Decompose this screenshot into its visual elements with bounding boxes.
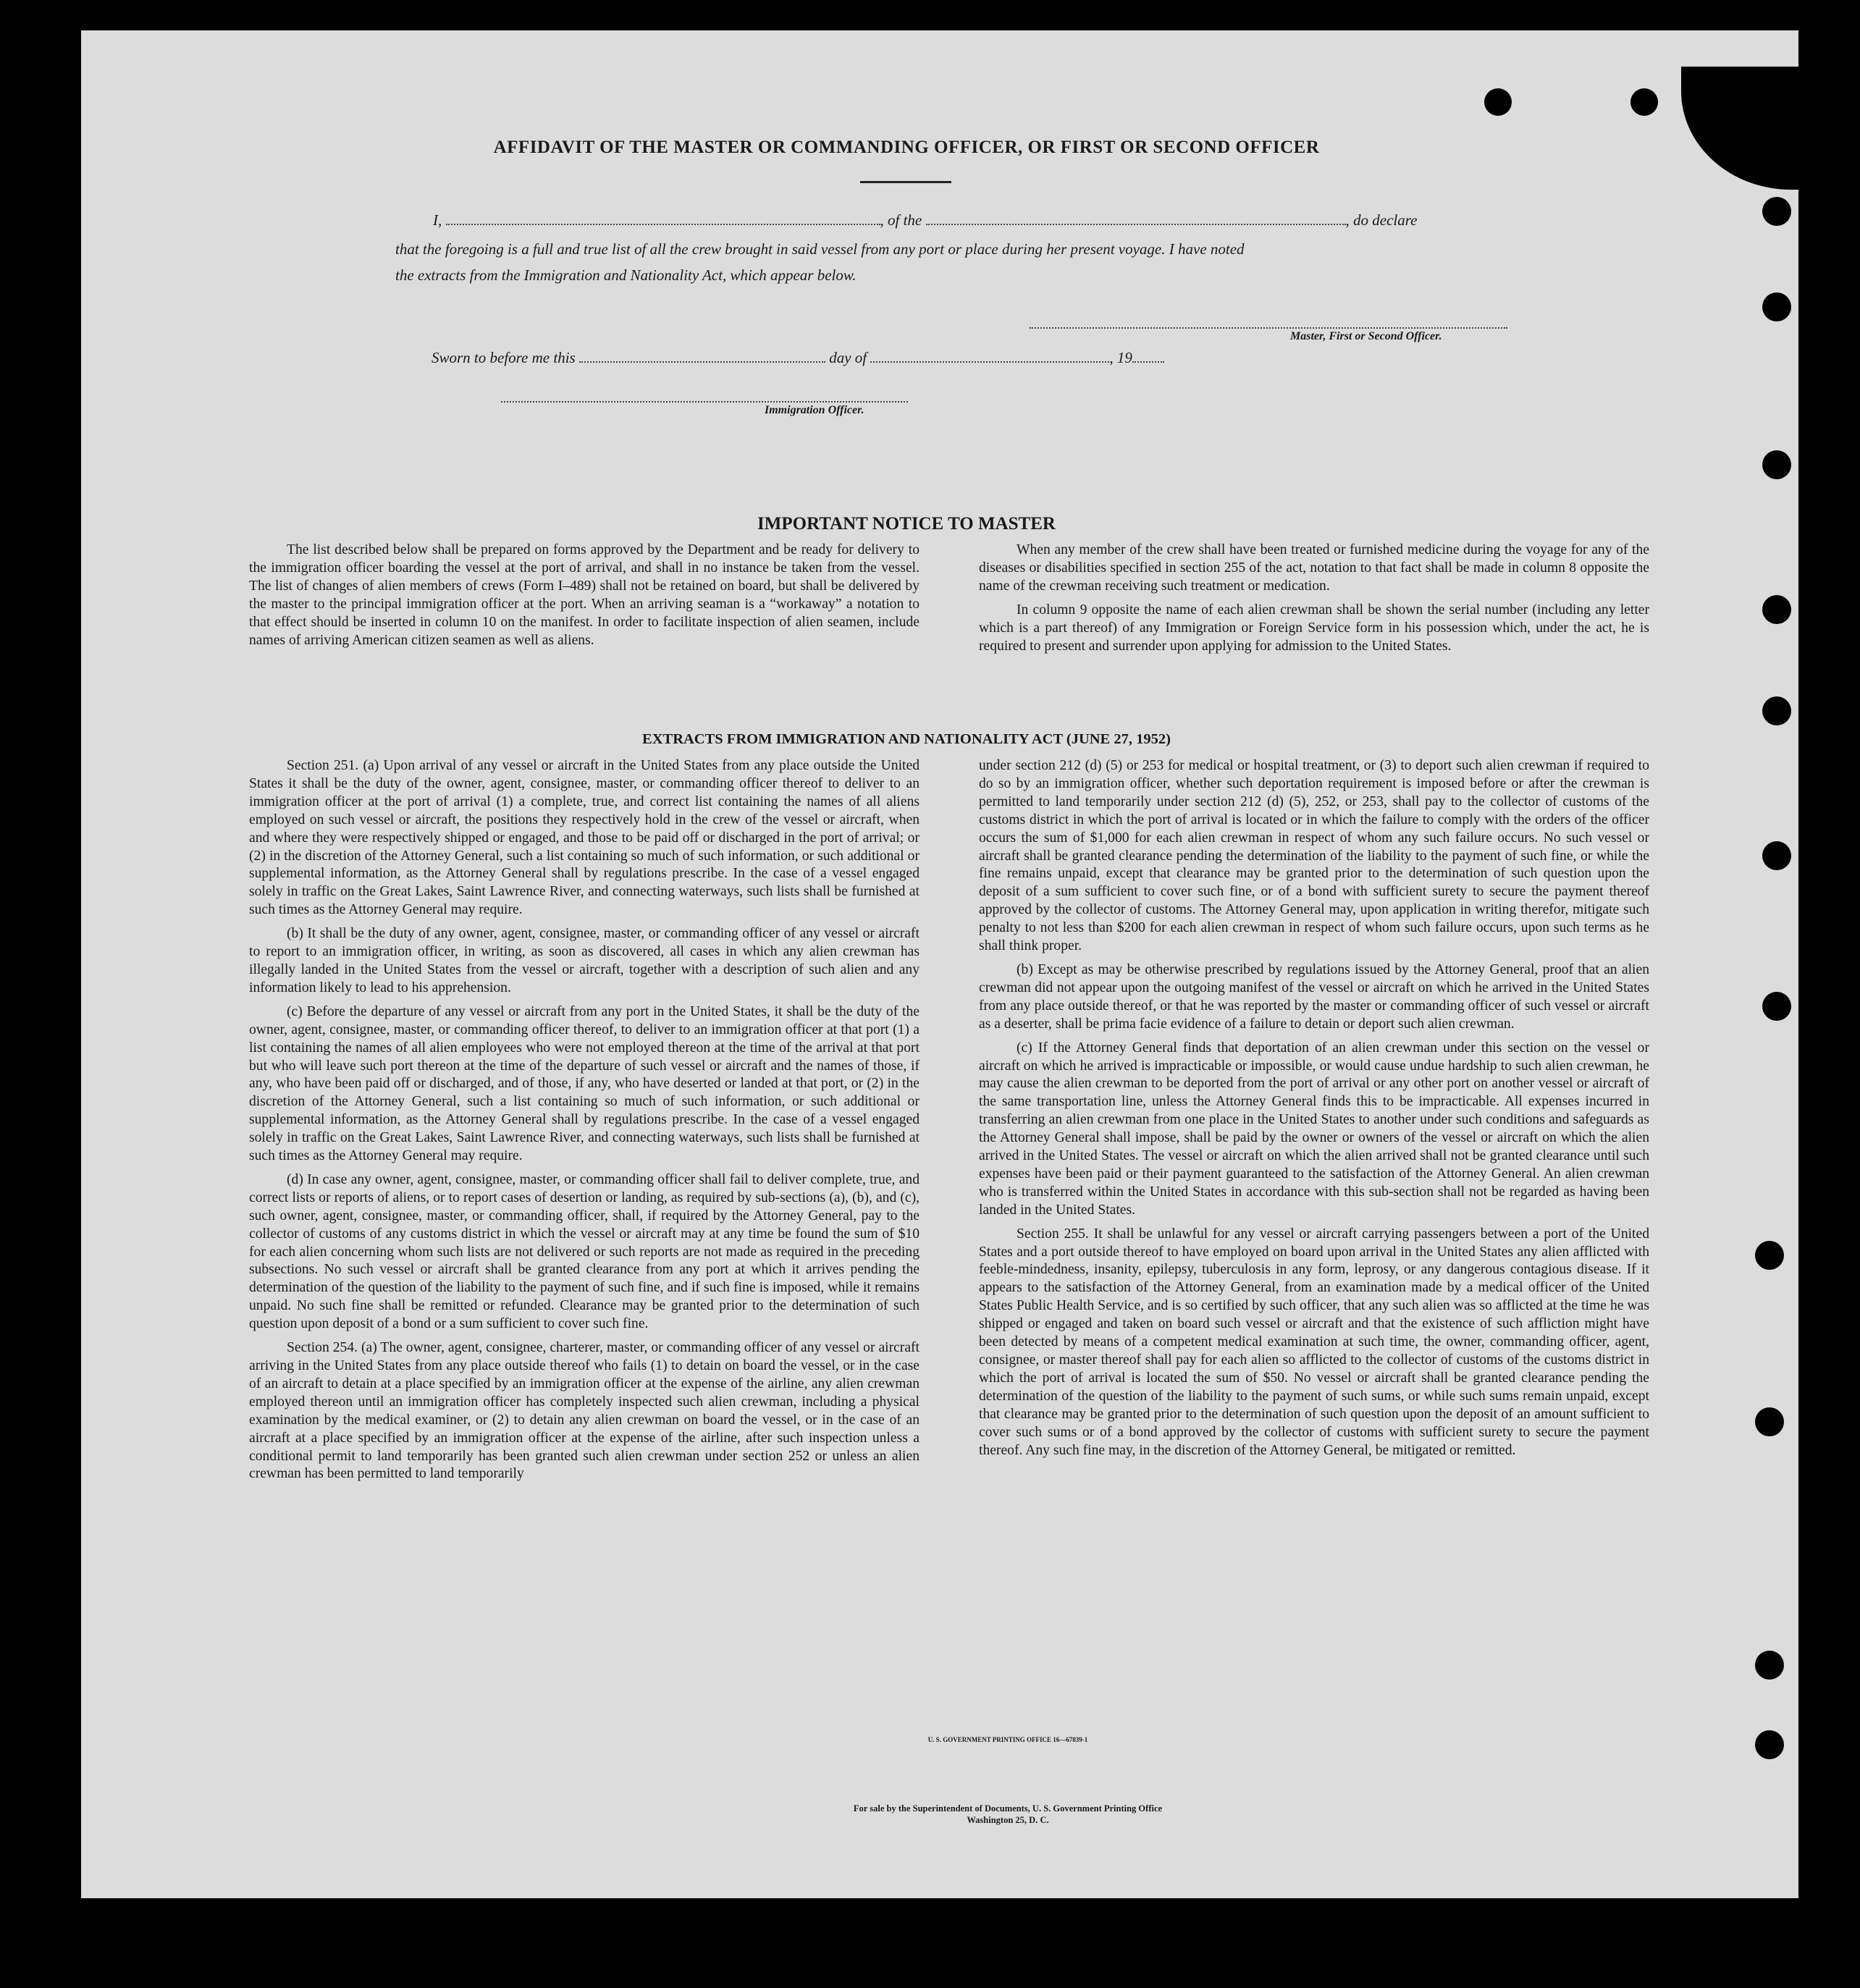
extracts-left <box>249 757 920 1483</box>
notice-right-p2: In column 9 opposite the name of each alien crewman shall be shown the serial number (including any letter which is a part thereof) of any Immigration or Foreign Service form in his possession which, under the act, he is required to present and surrender upon applying for admission to the United States. <box>979 602 1649 654</box>
section-255: Section 255. It shall be unlawful for any vessel or aircraft carrying passengers between a port of the United States and a port outside thereof to have employed on board upon arrival in the United States any alien afflicted with feeble-mindedness, insanity, epilepsy, tuberculosis in any form, leprosy, or any dangerous contagious disease. If it appears to the satisfaction of the Attorney General, from an examination made by a medical officer of the United States Public Health Service, and is so certified by such officer, that any such alien was so afflicted at the time he was shipped or engaged and taken on board such vessel or aircraft and that the existence of such affliction might have been detected by means of a competent medical examination at such time, the owner, commanding officer, agent, consignee, or master thereof shall pay for each alien so afflicted to the collector of customs of the customs district in which the port of arrival is located the sum of $50. No vessel or aircraft shall be granted clearance pending the determination of the question of the liability to the payment of such sums, or while such sums remain unpaid, except that clearance may be granted prior to the determination of such question upon the deposit of an amount sufficient to cover such sums or of a bond approved by the collector of customs with sufficient surety to secure the payment thereof. Any such fine may, in the discretion of the Attorney General, be mitigated or remitted. <box>979 1226 1649 1458</box>
affidavit-title: AFFIDAVIT OF THE MASTER OR COMMANDING OFFICER, OR FIRST OR SECOND OFFICER <box>493 138 1320 157</box>
section-254-b: (b) Except as may be otherwise prescribed by regulations issued by the Attorney General, proof that an alien crewman did not appear upon the outgoing manifest of the vessel or aircraft on which he arrived in the United States from any place outside thereof, or that he was reported by the master or commanding officer of such vessel or aircraft as a deserter, shall be prima facie evidence of a failure to detain or deport such alien crewman. <box>979 961 1649 1032</box>
day-of-label: day of <box>829 349 867 366</box>
form-page <box>81 30 1798 1898</box>
year-prefix: , 19 <box>1109 349 1132 366</box>
statement-line-1: that the foregoing is a full and true list of all the crew brought in said vessel from any port or place during her present voyage. I have noted <box>395 240 1245 258</box>
decl-i: I, <box>433 211 442 229</box>
notice-left-text: The list described below shall be prepared on forms approved by the Department and be ready for delivery to the immigration officer boarding the vessel at the port of arrival, and shall in no instance be taken from the vessel. The list of changes of alien members of crews (Form I–489) shall not be retained on board, but shall be delivered by the master to the principal immigration officer at the port. When an arriving seaman is a “workaway” a notation to that effect should be inserted in column 10 on the manifest. In order to facilitate inspection of alien seamen, include names of arriving American citizen seamen as well as aliens. <box>249 542 920 648</box>
decl-of-the: , of the <box>880 211 922 229</box>
punch-hole <box>1762 696 1791 725</box>
punch-hole <box>1762 197 1791 226</box>
sworn-month-blank[interactable] <box>870 354 1109 363</box>
sworn-day-blank[interactable] <box>579 354 825 363</box>
title-rule <box>860 181 951 183</box>
section-254-a: Section 254. (a) The owner, agent, consignee, charterer, master, or commanding officer of any vessel or aircraft arriving in the United States from any place outside thereof who fails (1) to detain on board the vessel, or in the case of an aircraft to detain at a place specified by an immigration officer at the expense of the airline, any alien crewman employed thereon until an immigration officer has completely inspected such alien crewman, including a physical examination by the medical examiner, or (2) to detain any alien crewman on board the vessel, or in the case of an aircraft at a place specified by an immigration officer at the expense of the airline, after such inspection unless a conditional permit to land temporarily has been granted such alien crewman under section 252 or unless an alien crewman has been permitted to land temporarily <box>249 1340 920 1482</box>
section-251-b: (b) It shall be the duty of any owner, agent, consignee, master, or commanding officer of any vessel or aircraft to report to an immigration officer, in writing, as soon as discovered, all cases in which any alien crewman has illegally landed in the United States from the vessel or aircraft, together with a description of such alien and any information likely to lead to his apprehension. <box>249 926 920 995</box>
punch-hole <box>1755 1651 1784 1680</box>
master-signature-caption: Master, First or Second Officer. <box>1290 330 1442 342</box>
punch-hole <box>1762 841 1791 870</box>
sworn-line <box>432 349 1164 367</box>
sale-line-1: For sale by the Superintendent of Documents, U. S. Government Printing Office <box>853 1803 1163 1814</box>
punch-hole <box>1484 88 1512 116</box>
extracts-right <box>979 757 1649 1460</box>
year-blank[interactable] <box>1132 354 1164 363</box>
name-blank[interactable] <box>446 216 880 225</box>
section-251-a: Section 251. (a) Upon arrival of any vessel or aircraft in the United States from any place outside the United States it shall be the duty of the owner, agent, consignee, master, or commanding officer thereof to deliver to an immigration officer at the port of arrival (1) a complete, true, and correct list containing the names of all aliens employed on such vessel or aircraft, the positions they respectively hold in the crew of the vessel or aircraft, when and where they were respectively shipped or engaged, and those to be paid off or discharged in the port of arrival; or (2) in the discretion of the Attorney General, such a list containing so much of such information, or such additional or supplemental information, as the Attorney General shall by regulations prescribe. In the case of a vessel engaged solely in traffic on the Great Lakes, Saint Lawrence River, and connecting waterways, such lists shall be furnished at such times as the Attorney General may require. <box>249 758 920 918</box>
sale-notice <box>718 1803 1297 1826</box>
immigration-officer-caption: Immigration Officer. <box>765 404 864 416</box>
sworn-label: Sworn to before me this <box>432 349 576 366</box>
punch-hole <box>1755 1730 1784 1759</box>
extracts-title: EXTRACTS FROM IMMIGRATION AND NATIONALITY ACT (JUNE 27, 1952) <box>642 731 1171 747</box>
vessel-blank[interactable] <box>926 216 1346 225</box>
torn-corner <box>1681 67 1819 190</box>
decl-do-declare: , do declare <box>1345 211 1418 229</box>
punch-hole <box>1762 992 1791 1021</box>
declaration-line <box>433 211 1417 229</box>
punch-hole <box>1762 292 1791 321</box>
section-251-c: (c) Before the departure of any vessel or aircraft from any port in the United States, it shall be the duty of the owner, agent, consignee, master, or commanding officer thereof, to deliver to an immigration officer at that port (1) a list containing the names of all alien employees who were not employed thereon at the time of the arrival at that port but who will leave such port thereon at the time of the departure of such vessel or aircraft and the names of those, if any, who have been paid off or discharged, and of those, if any, who have deserted or landed at that port, or (2) in the discretion of the Attorney General, such a list containing so much of such information, or such additional or supplemental information, as the Attorney General shall by regulations prescribe. In the case of a vessel engaged solely in traffic on the Great Lakes, Saint Lawrence River, and connecting waterways, such lists shall be furnished at such times as the Attorney General may require. <box>249 1003 920 1164</box>
immigration-officer-line[interactable] <box>501 401 908 403</box>
section-251-d: (d) In case any owner, agent, consignee, master, or commanding officer shall fail to deliver complete, true, and correct lists or reports of aliens, or to report cases of desertion or landing, as required by sub-sections (a), (b), and (c), such owner, agent, consignee, master, or commanding officer, shall, if required by the Attorney General, pay to the collector of customs of any customs district in which the vessel or aircraft may at any time be found the sum of $10 for each alien concerning whom such lists are not delivered or such reports are not made as required in the preceding subsections. No such vessel or aircraft shall be granted clearance from any port at which it arrives pending the determination of the question of the liability to the payment of such fine, and if such fine is imposed, while it remains unpaid. No such fine shall be remitted or refunded. Clearance may be granted prior to the determination of such question upon deposit of a bond or a sum sufficient to cover such fine. <box>249 1171 920 1332</box>
sale-line-2: Washington 25, D. C. <box>967 1815 1049 1825</box>
punch-hole <box>1630 88 1658 116</box>
notice-right-p1: When any member of the crew shall have been treated or furnished medicine during the voyage for any of the diseases or disabilities specified in section 255 of the act, notation to that fact shall be made in column 8 opposite the name of the crewman receiving such treatment or medication. <box>979 542 1649 594</box>
punch-hole <box>1755 1241 1784 1270</box>
statement-line-2: the extracts from the Immigration and Nationality Act, which appear below. <box>395 266 857 284</box>
section-254-c: (c) If the Attorney General finds that deportation of an alien crewman under this section on the vessel or aircraft on which he arrived is impracticable or impossible, or would cause undue hardship to such alien crewman, he may cause the alien crewman to be deported from the port of arrival or any other port on another vessel or aircraft of the same transportation line, unless the Attorney General finds this to be impracticable. All expenses incurred in transferring an alien crewman from one place in the United States to another under such conditions and safeguards as the Attorney General shall impose, shall be paid by the owner or owners of the vessel or aircraft on which the alien arrived in the United States. The vessel or aircraft on which the alien arrived shall not be granted clearance until such expenses have been paid or their payment guaranteed to the satisfaction of the Attorney General. An alien crewman who is transferred within the United States in accordance with this sub-section shall not be regarded as having been landed in the United States. <box>979 1040 1649 1218</box>
notice-left <box>249 542 920 649</box>
punch-hole <box>1762 595 1791 624</box>
punch-hole <box>1755 1407 1784 1436</box>
punch-hole <box>1762 450 1791 479</box>
notice-right <box>979 542 1649 655</box>
section-254-a-cont: under section 212 (d) (5) or 253 for medical or hospital treatment, or (3) to deport such alien crewman if required to do so by an immigration officer, whether such deportation requirement is imposed before or after the crewman is permitted to land temporarily under section 212 (d) (5), 252, or 253, shall pay to the collector of customs of the customs district in which the port of arrival is located or in which the failure to comply with the orders of the officer occurs the sum of $1,000 for each alien crewman in respect of whom any such failure occurs. No such vessel or aircraft shall be granted clearance pending the determination of the liability to the payment of such fine, or while the fine remains unpaid, except that clearance may be granted prior to the determination of such question upon the deposit of a sum sufficient to cover such fine, or of a bond with sufficient surety to secure the payment thereof approved by the collector of customs. The Attorney General may, upon application in writing therefor, mitigate such penalty to not less than $200 for each alien crewman in respect of whom such failure occurs, upon such terms as he shall think proper. <box>979 758 1649 954</box>
master-signature-line[interactable] <box>1030 327 1507 329</box>
notice-title: IMPORTANT NOTICE TO MASTER <box>757 514 1056 534</box>
printing-office-imprint: U. S. GOVERNMENT PRINTING OFFICE 16—67839-1 <box>927 1736 1088 1743</box>
